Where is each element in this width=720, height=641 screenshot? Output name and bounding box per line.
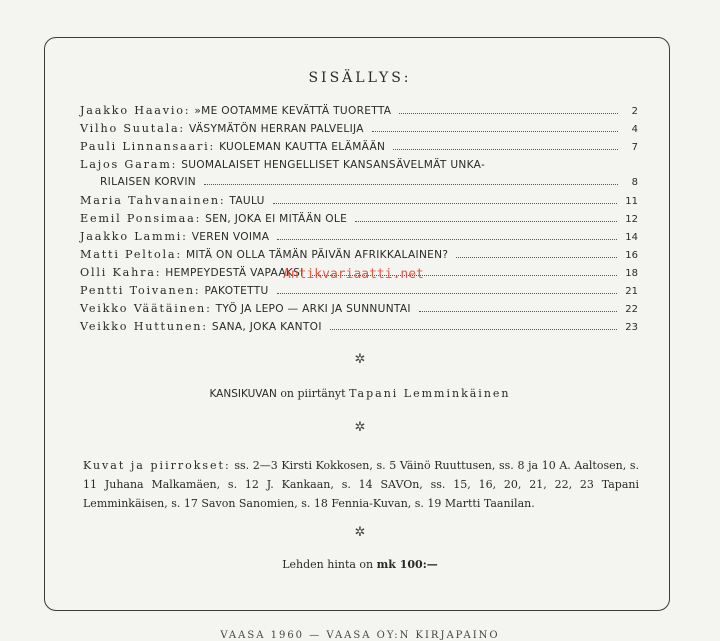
toc-author: Pauli Linnansaari:	[80, 140, 216, 153]
toc-entry	[80, 212, 638, 230]
toc-title: KUOLEMAN KAUTTA ELÄMÄÄN	[219, 141, 386, 153]
toc-entry	[80, 230, 638, 248]
toc-page-number: 8	[631, 177, 638, 188]
cover-credit-label: KANSIKUVAN	[209, 388, 277, 400]
toc-leader-dots	[355, 220, 617, 222]
toc-page-number: 11	[625, 196, 638, 207]
toc-leader-dots	[456, 256, 617, 258]
toc-page-number: 22	[625, 304, 638, 315]
toc-author: Jaakko Haavio:	[80, 104, 191, 117]
toc-author: Lajos Garam:	[80, 158, 178, 171]
cover-artist-name: Tapani Lemminkäinen	[349, 387, 511, 400]
toc-title: SEN, JOKA EI MITÄÄN OLE	[205, 213, 348, 225]
toc-title: TYÖ JA LEPO — ARKI JA SUNNUNTAI	[215, 303, 411, 315]
toc-entry	[80, 302, 638, 320]
cover-credit	[0, 387, 720, 400]
star-ornament-icon: ✲	[354, 352, 366, 367]
toc-leader-dots	[330, 328, 618, 330]
toc-author: Vilho Suutala:	[80, 122, 185, 135]
table-of-contents	[80, 104, 638, 338]
toc-author: Veikko Väätäinen:	[80, 302, 212, 315]
toc-title: »ME OOTAMME KEVÄTTÄ TUORETTA	[194, 105, 392, 117]
toc-title: SUOMALAISET HENGELLISET KANSANSÄVELMÄT UNKA-	[181, 159, 486, 171]
illustration-credits-text: ss. 2—3 Kirsti Kokkosen, s. 5 Väinö Ruuttusen, ss. 8 ja 10 A. Aaltosen, s. 11 Juhana Malkamäen, s. 12 J. Kankaan, s. 14 SAVOn, ss. 15, 16, 20, 21, 22, 23 Tapani Lemminkäisen, s. 17 Savon Sanomien, s. 18 Fennia-Kuvan, s. 19 Martti Taanilan.	[83, 459, 639, 510]
toc-title: VÄSYMÄTÖN HERRAN PALVELIJA	[189, 123, 364, 135]
toc-entry	[80, 248, 638, 266]
toc-title-continued: RILAISEN KORVIN	[100, 176, 196, 188]
price-line	[0, 558, 720, 571]
toc-entry	[80, 104, 638, 122]
toc-entry	[80, 284, 638, 302]
toc-author: Olli Kahra:	[80, 266, 162, 279]
toc-title: SANA, JOKA KANTOI	[211, 321, 322, 333]
toc-leader-dots	[277, 238, 617, 240]
toc-author: Eemil Ponsimaa:	[80, 212, 202, 225]
toc-entry	[80, 158, 638, 176]
star-ornament-icon: ✲	[354, 420, 366, 435]
toc-entry	[80, 140, 638, 158]
illustration-credits	[83, 456, 639, 513]
cover-credit-verb: on piirtänyt	[280, 387, 346, 400]
toc-leader-dots	[277, 292, 618, 294]
illustration-credits-label: Kuvat ja piirrokset:	[83, 459, 231, 472]
toc-title: MITÄ ON OLLA TÄMÄN PÄIVÄN AFRIKKALAINEN?	[185, 249, 449, 261]
toc-leader-dots	[399, 112, 618, 114]
toc-page-number: 7	[631, 142, 638, 153]
toc-leader-dots	[273, 202, 618, 204]
contents-heading: SISÄLLYS:	[308, 70, 412, 86]
toc-title: HEMPEYDESTÄ VAPAAKSI	[165, 267, 304, 279]
toc-author: Matti Peltola:	[80, 248, 182, 261]
toc-author: Jaakko Lammi:	[80, 230, 188, 243]
toc-title: VEREN VOIMA	[191, 231, 270, 243]
toc-page-number: 14	[625, 232, 638, 243]
toc-page-number: 23	[625, 322, 638, 333]
toc-leader-dots	[419, 310, 617, 312]
toc-entry	[80, 122, 638, 140]
toc-page-number: 12	[625, 214, 638, 225]
toc-page-number: 16	[625, 250, 638, 261]
price-value: mk 100:—	[376, 558, 438, 571]
price-label: Lehden hinta on	[282, 558, 374, 571]
toc-entry	[80, 320, 638, 338]
toc-author: Maria Tahvanainen:	[80, 194, 226, 207]
watermark-text: Antikvariaatti.net	[283, 267, 424, 282]
toc-page-number: 2	[631, 106, 638, 117]
toc-page-number: 21	[625, 286, 638, 297]
star-ornament-icon: ✲	[354, 525, 366, 540]
toc-entry-continuation	[80, 176, 638, 194]
toc-author: Pentti Toivanen:	[80, 284, 201, 297]
toc-leader-dots	[393, 148, 618, 150]
toc-page-number: 18	[625, 268, 638, 279]
toc-title: TAULU	[229, 195, 265, 207]
toc-entry	[80, 194, 638, 212]
toc-leader-dots	[372, 130, 618, 132]
toc-title: PAKOTETTU	[204, 285, 269, 297]
toc-page-number: 4	[631, 124, 638, 135]
toc-author: Veikko Huttunen:	[80, 320, 208, 333]
toc-leader-dots	[204, 183, 618, 185]
printer-footer: VAASA 1960 — VAASA OY:N KIRJAPAINO	[220, 630, 500, 641]
